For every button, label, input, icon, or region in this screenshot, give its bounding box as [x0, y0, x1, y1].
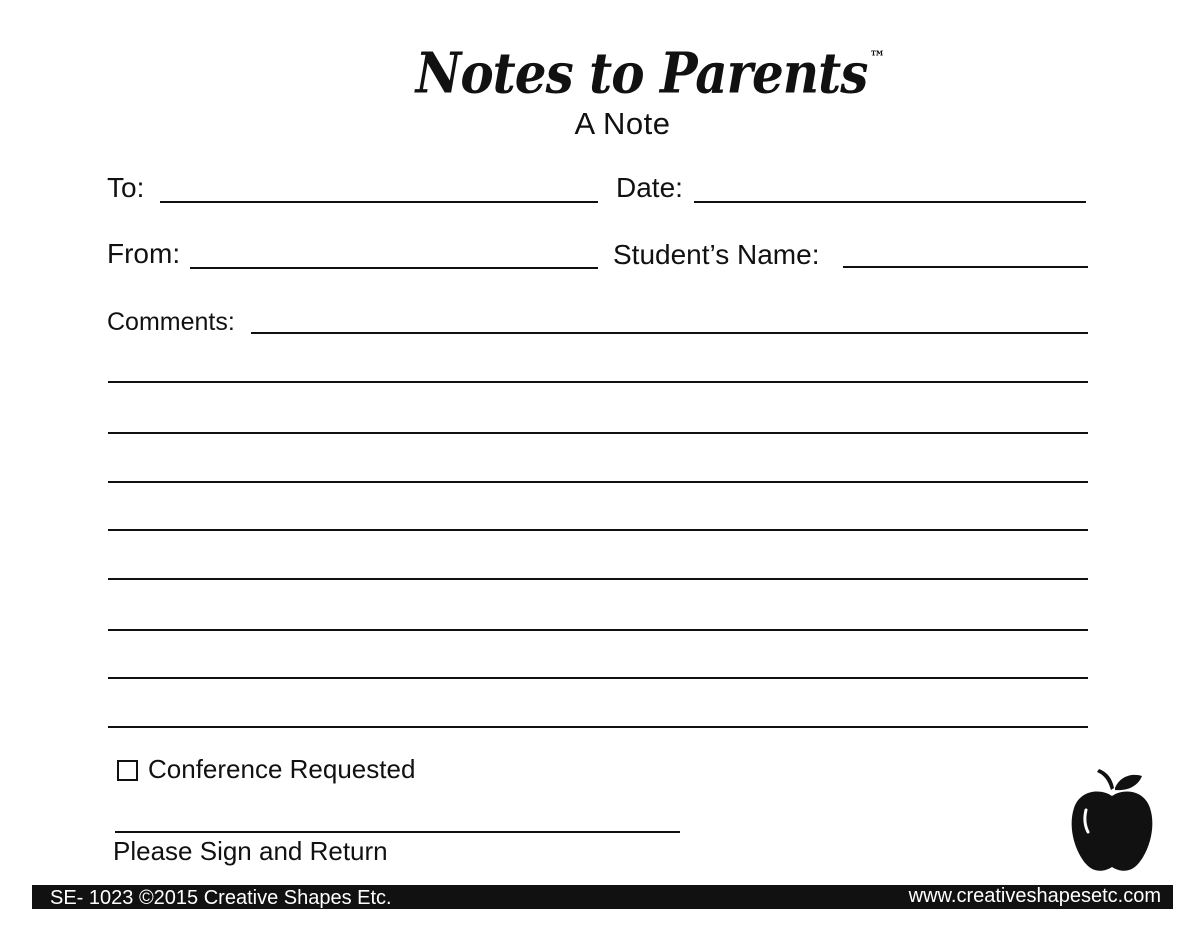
- apple-icon: [1064, 766, 1160, 876]
- trademark-symbol: ™: [869, 46, 885, 68]
- footer-bar: [32, 885, 1173, 909]
- student-name-field[interactable]: [843, 266, 1088, 268]
- comments-label: Comments:: [107, 308, 235, 336]
- comments-line[interactable]: [108, 578, 1088, 580]
- signature-label: Please Sign and Return: [113, 836, 388, 866]
- comments-line[interactable]: [108, 432, 1088, 434]
- student-name-label: Student’s Name:: [613, 239, 820, 270]
- to-field[interactable]: [160, 201, 598, 203]
- conference-requested-label: Conference Requested: [148, 754, 416, 784]
- date-field[interactable]: [694, 201, 1086, 203]
- signature-line[interactable]: [115, 831, 680, 833]
- from-field[interactable]: [190, 267, 598, 269]
- title-text: Notes to Parents: [415, 40, 868, 107]
- footer-copyright: SE- 1023 ©2015 Creative Shapes Etc.: [50, 887, 392, 909]
- conference-requested-checkbox[interactable]: [117, 760, 138, 781]
- footer-website[interactable]: www.creativeshapesetc.com: [908, 885, 1161, 907]
- comments-line[interactable]: [108, 481, 1088, 483]
- page-title: [0, 40, 1200, 106]
- comments-line[interactable]: [251, 332, 1088, 334]
- comments-line[interactable]: [108, 629, 1088, 631]
- comments-line[interactable]: [108, 381, 1088, 383]
- comments-line[interactable]: [108, 677, 1088, 679]
- to-label: To:: [107, 172, 145, 203]
- comments-line[interactable]: [108, 726, 1088, 728]
- page-subtitle: A Note: [574, 106, 671, 141]
- comments-line[interactable]: [108, 529, 1088, 531]
- from-label: From:: [107, 238, 181, 269]
- date-label: Date:: [616, 172, 683, 203]
